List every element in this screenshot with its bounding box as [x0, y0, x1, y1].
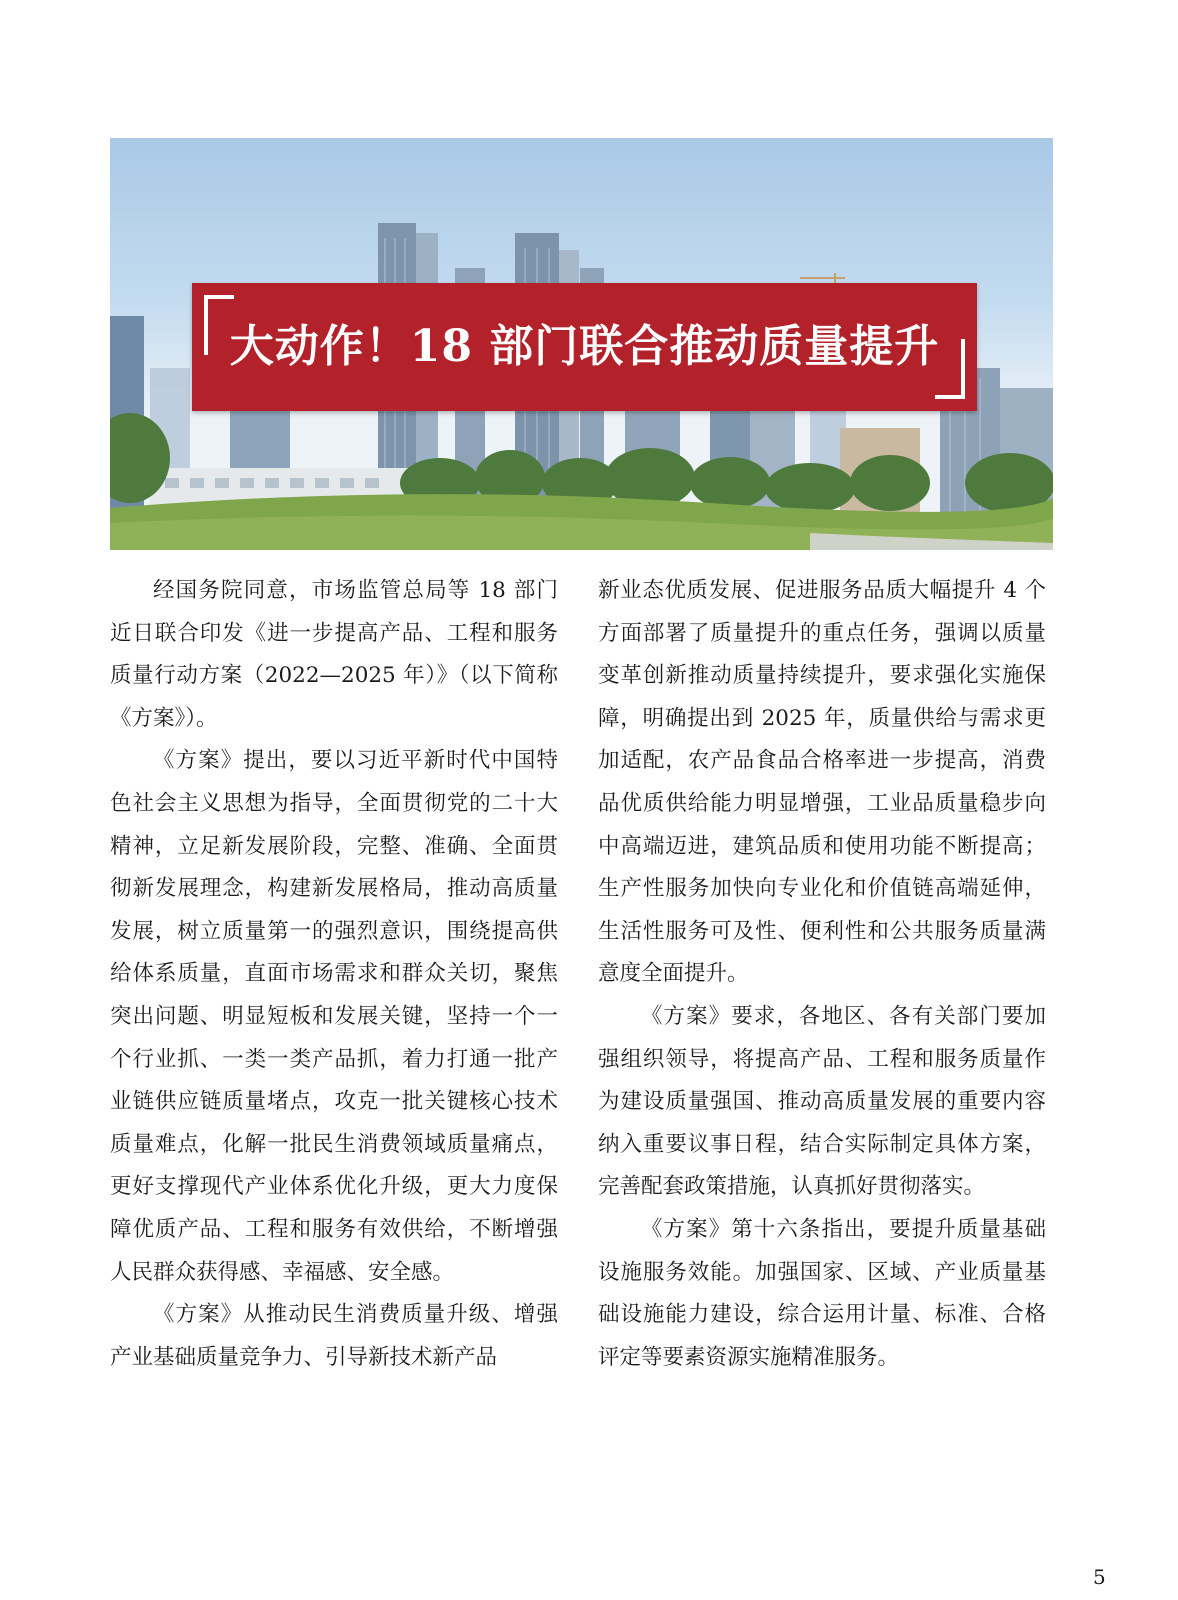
- article-column-right: [598, 570, 1046, 1379]
- paragraph: 《方案》从推动民生消费质量升级、增强产业基础质量竞争力、引导新技术新产品: [110, 1302, 558, 1370]
- paragraph: 《方案》提出，要以习近平新时代中国特色社会主义思想为指导，全面贯彻党的二十大精神，立足新发展阶段，完整、准确、全面贯彻新发展理念，构建新发展格局，推动高质量发展，树立质量第一的强烈意识，围绕提高供给体系质量，直面市场需求和群众关切，聚焦突出问题、明显短板和发展关键，坚持一个一个行业抓、一类一类产品抓，着力打通一批产业链供应链质量堵点，攻克一批关键核心技术质量难点，化解一批民生消费领域质量痛点，更好支撑现代产业体系优化升级，更大力度保障优质产品、工程和服务有效供给，不断增强人民群众获得感、幸福感、安全感。: [110, 748, 558, 1285]
- article-column-left: [110, 570, 558, 1379]
- paragraph: 《方案》第十六条指出，要提升质量基础设施服务效能。加强国家、区域、产业质量基础设施能力建设，综合运用计量、标准、合格评定等要素资源实施精准服务。: [598, 1216, 1046, 1370]
- paragraph: 新业态优质发展、促进服务品质大幅提升 4 个方面部署了质量提升的重点任务，强调以质量变革创新推动质量持续提升，要求强化实施保障，明确提出到 2025 年，质量供给与需求更加适配，农产品食品合格率进一步提高，消费品优质供给能力明显增强，工业品质量稳步向中高端迈进，建筑品质和使用功能不断提高；生产性服务加快向专业化和价值链高端延伸，生活性服务可及性、便利性和公共服务质量满意度全面提升。: [598, 578, 1046, 987]
- hero-banner: [110, 138, 1053, 550]
- title-banner: [192, 283, 977, 411]
- paragraph: 经国务院同意，市场监管总局等 18 部门近日联合印发《进一步提高产品、工程和服务质量行动方案（2022—2025 年）》（以下简称《方案》）。: [110, 578, 558, 731]
- bracket-close-icon: [935, 339, 965, 399]
- paragraph: 《方案》要求，各地区、各有关部门要加强组织领导，将提高产品、工程和服务质量作为建设质量强国、推动高质量发展的重要内容纳入重要议事日程，结合实际制定具体方案，完善配套政策措施，认真抓好贯彻落实。: [598, 1003, 1046, 1200]
- page-number: 5: [1093, 1565, 1106, 1589]
- article-title: 大动作！18 部门联合推动质量提升: [229, 321, 940, 372]
